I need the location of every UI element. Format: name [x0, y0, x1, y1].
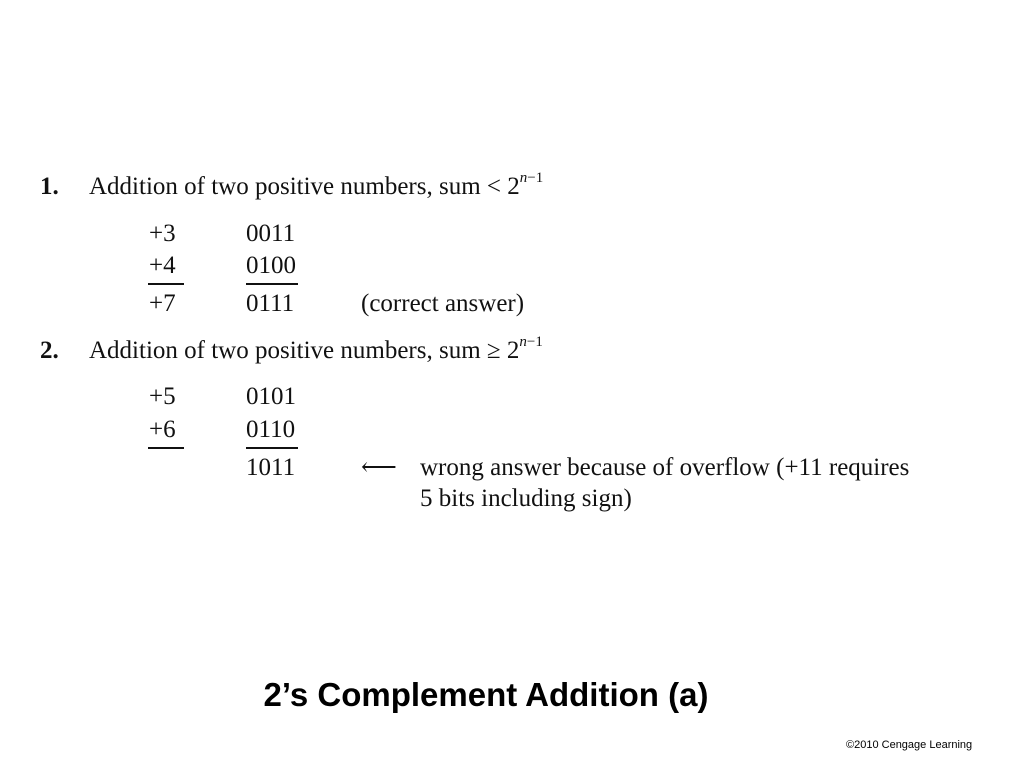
case-2-exponent-var: n [519, 334, 527, 350]
case-2-note-line-1: wrong answer because of overflow (+11 requires [420, 454, 910, 481]
case-2-operand-2-binary: 0110 [246, 416, 296, 443]
slide-title: 2’s Complement Addition (a) [263, 676, 709, 713]
case-2-operand-1-decimal: +5 [149, 383, 176, 410]
case-1-operand-1-decimal: +3 [149, 220, 176, 247]
case-2-operand-1-binary: 0101 [246, 383, 296, 410]
case-1-heading [89, 170, 544, 200]
case-1-result-binary: 0111 [246, 290, 295, 317]
long-left-arrow-icon: ⟵ [361, 454, 397, 481]
case-1-exponent [520, 170, 543, 186]
case-1-operand-2-decimal: +4 [149, 252, 176, 279]
case-2-heading [89, 334, 543, 364]
case-1-exponent-rest: −1 [527, 170, 544, 186]
copyright-notice: ©2010 Cengage Learning [846, 739, 973, 751]
case-1-exponent-var: n [519, 170, 528, 186]
case-2-number: 2. [40, 337, 59, 364]
case-2-heading-text: Addition of two positive numbers, sum ≥ 2 [89, 337, 520, 364]
case-1-binary-sum-rule [246, 283, 298, 285]
case-1-note: (correct answer) [361, 290, 525, 317]
case-2-decimal-sum-rule [148, 447, 184, 449]
case-1-result-decimal: +7 [149, 290, 176, 317]
case-1-operand-2-binary: 0100 [246, 252, 296, 279]
case-2-result-binary: 1011 [246, 454, 296, 481]
case-1-decimal-sum-rule [148, 283, 184, 285]
case-2-exponent-rest: −1 [526, 334, 543, 350]
case-1-operand-1-binary: 0011 [246, 220, 296, 247]
case-2-operand-2-decimal: +6 [149, 416, 176, 443]
case-1-number: 1. [40, 173, 59, 200]
case-1-heading-text: Addition of two positive numbers, sum < 2 [89, 173, 520, 200]
case-2-binary-sum-rule [246, 447, 298, 449]
case-2-exponent [519, 334, 542, 350]
case-2-note-line-2: 5 bits including sign) [420, 485, 632, 512]
